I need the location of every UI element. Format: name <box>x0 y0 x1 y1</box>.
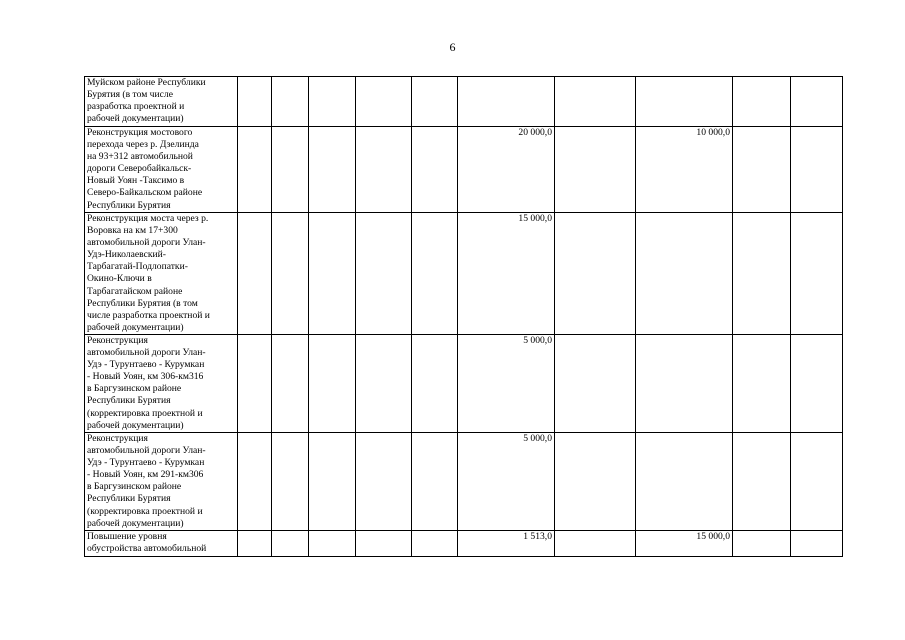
table-cell <box>412 433 458 531</box>
table-cell <box>412 127 458 213</box>
table-cell <box>636 335 733 433</box>
table-cell <box>555 433 636 531</box>
table-cell <box>238 433 272 531</box>
table-row <box>85 77 843 127</box>
data-table <box>84 76 843 557</box>
table-cell <box>733 127 791 213</box>
table-cell <box>272 127 309 213</box>
table-cell <box>555 127 636 213</box>
table-row <box>85 531 843 557</box>
table-cell: 15 000,0 <box>636 531 733 557</box>
table-cell <box>356 531 412 557</box>
table-cell <box>309 433 356 531</box>
table-cell <box>238 77 272 127</box>
table-cell: 10 000,0 <box>636 127 733 213</box>
table-cell <box>272 433 309 531</box>
table-cell <box>272 531 309 557</box>
row-description-cell: Повышение уровня обустройства автомобильной <box>85 531 238 557</box>
table-cell <box>356 213 412 335</box>
table-cell <box>791 531 843 557</box>
row-description-cell: Реконструкция автомобильной дороги Улан- Удэ - Турунтаево - Курумкан - Новый Уоян, км 291-км306 в Баргузинском районе Республики Бурятия (корректировка проектной и рабочей документации) <box>85 433 238 531</box>
table-cell <box>356 127 412 213</box>
table-cell: 15 000,0 <box>458 213 555 335</box>
table-cell <box>555 77 636 127</box>
table-cell <box>733 335 791 433</box>
table-cell <box>272 213 309 335</box>
table-cell <box>272 335 309 433</box>
table-cell <box>458 77 555 127</box>
table-cell: 1 513,0 <box>458 531 555 557</box>
table-cell <box>555 531 636 557</box>
table-cell <box>791 213 843 335</box>
table-cell <box>791 77 843 127</box>
table-cell <box>412 335 458 433</box>
table-cell <box>309 77 356 127</box>
table-row <box>85 127 843 213</box>
table-cell <box>791 433 843 531</box>
table-cell <box>791 127 843 213</box>
table-cell <box>555 335 636 433</box>
table-cell <box>636 213 733 335</box>
row-description-cell: Реконструкция мостового перехода через р. Дзелинда на 93+312 автомобильной дороги Северобайкальск- Новый Уоян -Таксимо в Северо-Байкальском районе Республики Бурятия <box>85 127 238 213</box>
table-cell <box>356 77 412 127</box>
row-description-cell: Реконструкция автомобильной дороги Улан- Удэ - Турунтаево - Курумкан - Новый Уоян, км 306-км316 в Баргузинском районе Республики Бурятия (корректировка проектной и рабочей документации) <box>85 335 238 433</box>
table-cell: 5 000,0 <box>458 335 555 433</box>
table-cell <box>356 433 412 531</box>
row-description-cell: Реконструкция моста через р. Воровка на км 17+300 автомобильной дороги Улан- Удэ-Николаевский- Тарбагатай-Подлопатки- Окино-Ключи в Тарбагатайском районе Республики Бурятия (в том числе разработка проектной и рабочей документации) <box>85 213 238 335</box>
table-cell <box>238 531 272 557</box>
table-cell <box>412 77 458 127</box>
table-cell <box>238 335 272 433</box>
table-cell <box>733 433 791 531</box>
table-cell <box>356 335 412 433</box>
table-cell <box>733 77 791 127</box>
table-cell <box>636 433 733 531</box>
table-row <box>85 335 843 433</box>
table-cell <box>791 335 843 433</box>
table-cell <box>309 531 356 557</box>
row-description-cell: Муйском районе Республики Бурятия (в том числе разработка проектной и рабочей документации) <box>85 77 238 127</box>
table-row <box>85 213 843 335</box>
table-cell: 20 000,0 <box>458 127 555 213</box>
table-cell <box>272 77 309 127</box>
table-cell <box>309 213 356 335</box>
table-cell <box>412 213 458 335</box>
table-cell <box>412 531 458 557</box>
table-cell <box>238 213 272 335</box>
table-cell <box>636 77 733 127</box>
table-row <box>85 433 843 531</box>
table-cell <box>309 127 356 213</box>
table-cell <box>309 335 356 433</box>
table-cell <box>555 213 636 335</box>
table-cell: 5 000,0 <box>458 433 555 531</box>
table-cell <box>733 213 791 335</box>
table-cell <box>733 531 791 557</box>
page-number: 6 <box>449 40 456 54</box>
table-cell <box>238 127 272 213</box>
